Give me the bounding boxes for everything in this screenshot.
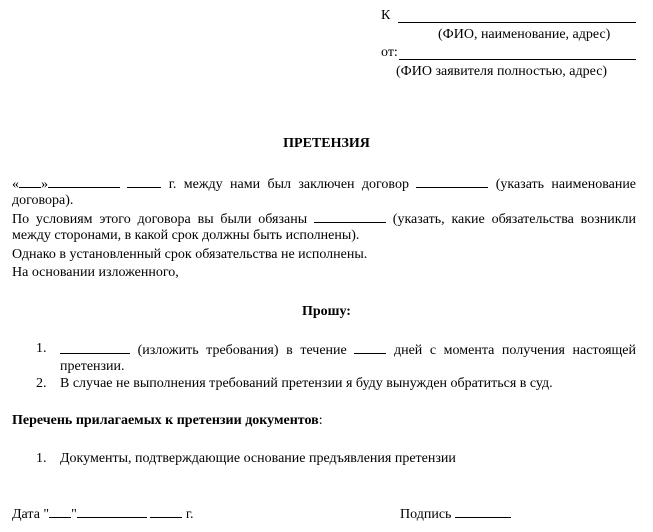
sender-label: от: (381, 45, 398, 60)
documents-heading-colon: : (318, 413, 323, 428)
list-text: Документы, подтверждающие основание предъявления претензии (60, 451, 456, 466)
signature-field (400, 505, 511, 523)
date-day-blank (49, 505, 71, 518)
obligations-blank (314, 210, 386, 223)
documents-heading-text: Перечень прилагаемых к претензии документов (12, 413, 319, 428)
date-quote-close: " (71, 507, 77, 522)
contract-hint: (указать наименование договора). (12, 177, 637, 208)
year-blank (127, 175, 161, 188)
close-quote: » (41, 177, 48, 192)
list-number: 2. (36, 376, 47, 391)
date-month-blank (77, 505, 147, 518)
date-field (12, 505, 194, 523)
recipient-blank-line (398, 22, 636, 23)
day-blank (19, 175, 41, 188)
signature-blank (455, 505, 511, 518)
contract-text: г. между нами был заключен договор (168, 177, 409, 192)
signature-label: Подпись (400, 507, 452, 522)
contract-name-blank (416, 175, 488, 188)
demand-hint: (изложить требования) в течение (137, 343, 347, 358)
list-number: 1. (36, 341, 47, 356)
date-suffix: г. (185, 507, 194, 522)
paragraph-contract (12, 175, 636, 209)
recipient-hint: (ФИО, наименование, адрес) (438, 27, 611, 42)
document-title: ПРЕТЕНЗИЯ (283, 136, 370, 151)
date-label: Дата (12, 507, 40, 522)
list-number: 1. (36, 451, 47, 466)
month-blank (48, 175, 120, 188)
request-heading: Прошу: (302, 304, 351, 319)
date-quote-open: " (43, 507, 50, 522)
sender-hint: (ФИО заявителя полностью, адрес) (396, 64, 608, 79)
obligations-hint: (указать, какие обязательства возникли между сторонами, в какой срок должны быть исполнены). (12, 212, 636, 243)
demand-blank (60, 341, 130, 354)
open-quote: « (12, 177, 19, 192)
list-text: В случае не выполнения требований претензии я буду вынужден обратиться в суд. (60, 376, 553, 391)
paragraph-conclusion: На основании изложенного, (12, 265, 179, 280)
paragraph-not-fulfilled: Однако в установленный срок обязательства не исполнены. (12, 247, 368, 262)
sender-blank-line (399, 59, 636, 60)
days-blank (354, 341, 386, 354)
documents-heading (12, 413, 323, 429)
demand-tail: дней с момента получения настоящей претензии. (60, 343, 637, 374)
list-text (60, 341, 636, 375)
recipient-label: К (381, 8, 391, 23)
date-year-blank (150, 505, 182, 518)
obligations-text: По условиям этого договора вы были обязаны (12, 212, 308, 227)
paragraph-obligations (12, 210, 636, 244)
